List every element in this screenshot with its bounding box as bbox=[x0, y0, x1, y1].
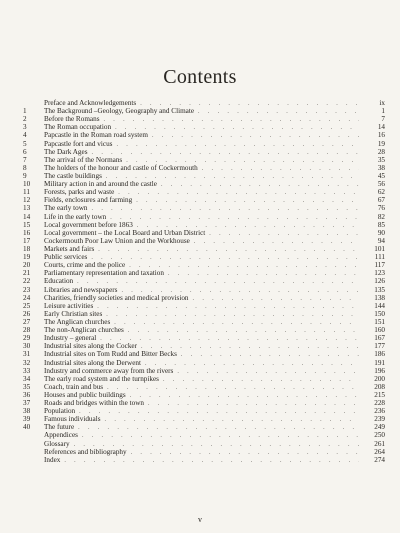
chapter-number: 19 bbox=[23, 253, 31, 262]
toc-entry bbox=[23, 261, 385, 269]
chapter-number: 15 bbox=[23, 220, 31, 229]
chapter-number: 3 bbox=[23, 123, 27, 132]
dot-leader bbox=[197, 108, 359, 116]
chapter-title: Population bbox=[44, 407, 76, 416]
page-ref: 62 bbox=[377, 188, 385, 197]
dot-leader bbox=[129, 392, 359, 400]
page-ref: 90 bbox=[377, 228, 385, 237]
chapter-number: 10 bbox=[23, 180, 31, 189]
chapter-title: Glossary bbox=[44, 439, 70, 448]
chapter-number: 23 bbox=[23, 285, 31, 294]
toc-entry bbox=[23, 221, 385, 229]
page-ref: 177 bbox=[374, 342, 385, 351]
dot-leader bbox=[109, 214, 359, 222]
toc-entry bbox=[23, 269, 385, 277]
toc-entry bbox=[23, 229, 385, 237]
dot-leader bbox=[208, 230, 359, 238]
chapter-title: Preface and Acknowledgements bbox=[44, 99, 137, 107]
dot-leader bbox=[90, 254, 359, 262]
chapter-number: 8 bbox=[23, 163, 27, 172]
chapter-title: Appendices bbox=[44, 431, 78, 440]
toc-entry bbox=[23, 123, 385, 131]
page-ref: 228 bbox=[374, 399, 385, 408]
chapter-number: 20 bbox=[23, 261, 31, 270]
dot-leader bbox=[115, 141, 359, 149]
toc-entry bbox=[23, 188, 385, 196]
chapter-title: Industrial sites along the Cocker bbox=[44, 342, 138, 351]
toc-entry bbox=[23, 359, 385, 367]
chapter-number: 17 bbox=[23, 236, 31, 245]
dot-leader bbox=[77, 424, 359, 432]
page-ref: 167 bbox=[374, 334, 385, 343]
page-ref: 126 bbox=[374, 277, 385, 286]
toc-entry bbox=[23, 350, 385, 358]
chapter-title: Local government before 1863 bbox=[44, 220, 133, 229]
page-ref: 215 bbox=[374, 390, 385, 399]
chapter-number: 13 bbox=[23, 204, 31, 213]
chapter-number: 22 bbox=[23, 277, 31, 286]
chapter-number: 12 bbox=[23, 196, 31, 205]
toc-entry bbox=[23, 180, 385, 188]
page-ref: 138 bbox=[374, 293, 385, 302]
dot-leader bbox=[91, 149, 359, 157]
toc-entry bbox=[23, 156, 385, 164]
page-ref: 35 bbox=[377, 155, 385, 164]
dot-leader bbox=[104, 416, 359, 424]
chapter-title: Markets and fairs bbox=[44, 244, 95, 253]
dot-leader bbox=[180, 351, 359, 359]
chapter-number: 2 bbox=[23, 115, 27, 124]
dot-leader bbox=[105, 311, 359, 319]
page-ref: 7 bbox=[381, 115, 385, 124]
chapter-title: Libraries and newspapers bbox=[44, 285, 118, 294]
toc-entry bbox=[23, 204, 385, 212]
toc-entry bbox=[23, 196, 385, 204]
chapter-number: 29 bbox=[23, 334, 31, 343]
chapter-number: 1 bbox=[23, 107, 27, 116]
chapter-number: 40 bbox=[23, 423, 31, 432]
chapter-title: Leisure activities bbox=[44, 301, 94, 310]
toc-entry bbox=[23, 107, 385, 115]
chapter-number: 28 bbox=[23, 326, 31, 335]
chapter-title: Roads and bridges within the town bbox=[44, 399, 145, 408]
chapter-title: Coach, train and bus bbox=[44, 382, 104, 391]
chapter-title: The future bbox=[44, 423, 75, 432]
page-ref: 250 bbox=[374, 431, 385, 440]
chapter-title: Military action in and around the castle bbox=[44, 180, 157, 189]
dot-leader bbox=[91, 205, 359, 213]
dot-leader bbox=[162, 376, 359, 384]
chapter-number: 34 bbox=[23, 374, 31, 383]
toc-entry bbox=[23, 115, 385, 123]
dot-leader bbox=[103, 116, 360, 124]
chapter-title: Fields, enclosures and farming bbox=[44, 196, 133, 205]
chapter-title: Life in the early town bbox=[44, 212, 107, 221]
toc-entry bbox=[23, 423, 385, 431]
page-ref: 94 bbox=[377, 236, 385, 245]
toc-entry bbox=[23, 326, 385, 334]
dot-leader bbox=[127, 327, 359, 335]
toc-entry bbox=[23, 237, 385, 245]
page-ref: 274 bbox=[374, 455, 385, 464]
chapter-number: 7 bbox=[23, 155, 27, 164]
chapter-title: Early Christian sites bbox=[44, 309, 103, 318]
chapter-title: The Dark Ages bbox=[44, 147, 88, 156]
chapter-title: Index bbox=[44, 455, 61, 464]
toc-entry bbox=[23, 286, 385, 294]
dot-leader bbox=[193, 238, 359, 246]
chapter-title: The Background –Geology, Geography and Climate bbox=[44, 107, 195, 116]
page-ref: 82 bbox=[377, 212, 385, 221]
page-ref: 144 bbox=[374, 301, 385, 310]
page-ref: 191 bbox=[374, 358, 385, 367]
page-ref: 186 bbox=[374, 350, 385, 359]
toc-entry bbox=[23, 448, 385, 456]
page-ref: 85 bbox=[377, 220, 385, 229]
page-ref: 264 bbox=[374, 447, 385, 456]
chapter-title: The Anglican churches bbox=[44, 317, 111, 326]
toc-entry bbox=[23, 245, 385, 253]
chapter-number: 35 bbox=[23, 382, 31, 391]
chapter-title: Papcastle in the Roman road system bbox=[44, 131, 148, 140]
chapter-number: 18 bbox=[23, 244, 31, 253]
toc-entry bbox=[23, 407, 385, 415]
page-ref: 19 bbox=[377, 139, 385, 148]
page-ref: 239 bbox=[374, 415, 385, 424]
toc-entry bbox=[23, 99, 385, 107]
chapter-number: 25 bbox=[23, 301, 31, 310]
page-ref: 151 bbox=[374, 317, 385, 326]
page-ref: 196 bbox=[374, 366, 385, 375]
chapter-number: 26 bbox=[23, 309, 31, 318]
chapter-number: 32 bbox=[23, 358, 31, 367]
chapter-title: Industry – general bbox=[44, 334, 97, 343]
page-ref: 16 bbox=[377, 131, 385, 140]
chapter-number: 6 bbox=[23, 147, 27, 156]
page-ref: 236 bbox=[374, 407, 385, 416]
toc-entry bbox=[23, 431, 385, 439]
chapter-title: Education bbox=[44, 277, 74, 286]
toc-entry bbox=[23, 375, 385, 383]
page-ref: 28 bbox=[377, 147, 385, 156]
toc-entry bbox=[23, 334, 385, 342]
chapter-title: Houses and public buildings bbox=[44, 390, 126, 399]
dot-leader bbox=[117, 189, 359, 197]
chapter-title: The holders of the honour and castle of Cockermouth bbox=[44, 163, 198, 172]
toc-entry bbox=[23, 302, 385, 310]
dot-leader bbox=[130, 449, 359, 457]
chapter-title: Forests, parks and waste bbox=[44, 188, 115, 197]
toc-entry bbox=[23, 131, 385, 139]
page-ref: 150 bbox=[374, 309, 385, 318]
page-ref: 200 bbox=[374, 374, 385, 383]
chapter-title: Industrial sites along the Derwent bbox=[44, 358, 142, 367]
dot-leader bbox=[135, 197, 359, 205]
toc-entry bbox=[23, 164, 385, 172]
dot-leader bbox=[167, 270, 359, 278]
chapter-number: 16 bbox=[23, 228, 31, 237]
chapter-title: Papcastle fort and vicus bbox=[44, 139, 113, 148]
page-ref: 160 bbox=[374, 326, 385, 335]
chapter-number: 21 bbox=[23, 269, 31, 278]
dot-leader bbox=[151, 132, 359, 140]
chapter-number: 33 bbox=[23, 366, 31, 375]
toc-entry bbox=[23, 367, 385, 375]
page-ref: 1 bbox=[381, 107, 385, 116]
toc-entry bbox=[23, 456, 385, 464]
toc-entry bbox=[23, 391, 385, 399]
dot-leader bbox=[113, 319, 359, 327]
page-ref: 101 bbox=[374, 244, 385, 253]
page-ref: ix bbox=[379, 99, 385, 107]
page-number: v bbox=[198, 515, 202, 524]
chapter-title: Industrial sites on Tom Rudd and Bitter Becks bbox=[44, 350, 177, 359]
dot-leader bbox=[201, 165, 359, 173]
dot-leader bbox=[176, 368, 359, 376]
chapter-title: Local government – the Local Board and Urban District bbox=[44, 228, 206, 237]
chapter-title: The non-Anglican churches bbox=[44, 326, 124, 335]
chapter-number: 31 bbox=[23, 350, 31, 359]
chapter-number: 39 bbox=[23, 415, 31, 424]
chapter-number: 4 bbox=[23, 131, 27, 140]
page-ref: 111 bbox=[374, 253, 385, 262]
table-of-contents bbox=[23, 99, 385, 464]
dot-leader bbox=[160, 181, 359, 189]
chapter-title: References and bibliography bbox=[44, 447, 127, 456]
page-ref: 45 bbox=[377, 171, 385, 180]
toc-entry bbox=[23, 342, 385, 350]
dot-leader bbox=[147, 400, 359, 408]
toc-entry bbox=[23, 140, 385, 148]
chapter-title: The early town bbox=[44, 204, 88, 213]
dot-leader bbox=[97, 246, 359, 254]
toc-entry bbox=[23, 310, 385, 318]
toc-entry bbox=[23, 383, 385, 391]
chapter-number: 9 bbox=[23, 171, 27, 180]
toc-entry bbox=[23, 415, 385, 423]
page-ref: 38 bbox=[377, 163, 385, 172]
toc-entry bbox=[23, 148, 385, 156]
dot-leader bbox=[78, 408, 359, 416]
page-title: Contents bbox=[163, 66, 237, 88]
dot-leader bbox=[96, 303, 359, 311]
page-ref: 208 bbox=[374, 382, 385, 391]
chapter-title: Industry and commerce away from the rivers bbox=[44, 366, 174, 375]
page-ref: 117 bbox=[374, 261, 385, 270]
chapter-number: 14 bbox=[23, 212, 31, 221]
chapter-title: Parliamentary representation and taxation bbox=[44, 269, 164, 278]
chapter-title: The early road system and the turnpikes bbox=[44, 374, 159, 383]
chapter-title: The Roman occupation bbox=[44, 123, 112, 132]
page-ref: 261 bbox=[374, 439, 385, 448]
toc-entry bbox=[23, 318, 385, 326]
chapter-number: 5 bbox=[23, 139, 27, 148]
dot-leader bbox=[63, 457, 359, 465]
chapter-title: Famous individuals bbox=[44, 415, 101, 424]
chapter-title: Public services bbox=[44, 253, 88, 262]
chapter-title: Before the Romans bbox=[44, 115, 100, 124]
dot-leader bbox=[106, 384, 359, 392]
dot-leader bbox=[81, 432, 359, 440]
chapter-number: 37 bbox=[23, 399, 31, 408]
page-ref: 123 bbox=[374, 269, 385, 278]
page-ref: 135 bbox=[374, 285, 385, 294]
chapter-title: The arrival of the Normans bbox=[44, 155, 123, 164]
page-ref: 76 bbox=[377, 204, 385, 213]
page-ref: 56 bbox=[377, 180, 385, 189]
chapter-number: 11 bbox=[23, 188, 30, 197]
chapter-number: 38 bbox=[23, 407, 31, 416]
page-ref: 67 bbox=[377, 196, 385, 205]
toc-entry bbox=[23, 440, 385, 448]
toc-entry bbox=[23, 277, 385, 285]
chapter-title: Cockermouth Poor Law Union and the Workhouse bbox=[44, 236, 190, 245]
page-ref: 249 bbox=[374, 423, 385, 432]
chapter-number: 36 bbox=[23, 390, 31, 399]
toc-entry bbox=[23, 399, 385, 407]
dot-leader bbox=[192, 295, 359, 303]
chapter-number: 27 bbox=[23, 317, 31, 326]
chapter-number: 24 bbox=[23, 293, 31, 302]
chapter-title: Charities, friendly societies and medical provision bbox=[44, 293, 189, 302]
page-ref: 14 bbox=[377, 123, 385, 132]
toc-entry bbox=[23, 213, 385, 221]
toc-entry bbox=[23, 172, 385, 180]
toc-entry bbox=[23, 294, 385, 302]
toc-entry bbox=[23, 253, 385, 261]
chapter-number: 30 bbox=[23, 342, 31, 351]
chapter-title: The castle buildings bbox=[44, 171, 102, 180]
chapter-title: Courts, crime and the police bbox=[44, 261, 126, 270]
